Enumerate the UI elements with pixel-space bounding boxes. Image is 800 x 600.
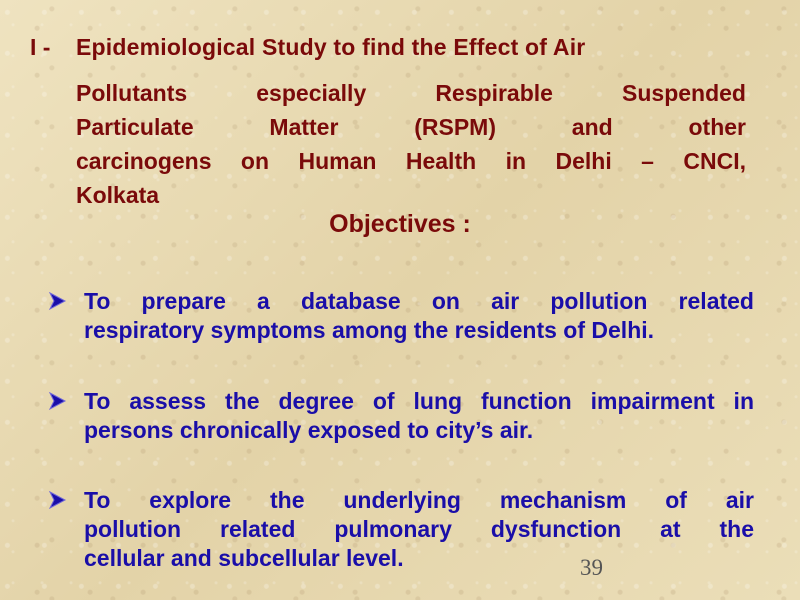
objective-text-1 bbox=[84, 287, 754, 345]
objective-3-line-1: To explore the underlying mechanism of air bbox=[84, 487, 754, 513]
objective-2-line-1: To assess the degree of lung function impairment in bbox=[84, 388, 754, 414]
heading-line-2: Pollutants especially Respirable Suspended bbox=[76, 80, 746, 106]
objective-3-line-3: cellular and subcellular level. bbox=[84, 545, 404, 571]
arrowhead-bullet-icon bbox=[46, 489, 68, 511]
objective-2-line-2: persons chronically exposed to city’s air. bbox=[84, 417, 534, 443]
heading-line-1: Epidemiological Study to find the Effect of Air bbox=[76, 34, 586, 60]
objectives-title: Objectives : bbox=[329, 210, 471, 238]
heading-number: I - bbox=[30, 34, 51, 60]
heading-line-4: carcinogens on Human Health in Delhi – CNCI, bbox=[76, 148, 746, 174]
page-number: 39 bbox=[580, 555, 603, 580]
objective-text-3 bbox=[84, 486, 754, 573]
heading-line-5: Kolkata bbox=[76, 182, 160, 208]
heading-line-3: Particulate Matter (RSPM) and other bbox=[76, 114, 746, 140]
heading-continuation bbox=[76, 76, 746, 212]
objective-1-line-1: To prepare a database on air pollution related bbox=[84, 288, 754, 314]
objective-3-line-2: pollution related pulmonary dysfunction at the bbox=[84, 516, 754, 542]
objective-1-line-2: respiratory symptoms among the residents of Delhi. bbox=[84, 317, 655, 343]
arrowhead-bullet-icon bbox=[46, 290, 68, 312]
arrowhead-bullet-icon bbox=[46, 390, 68, 412]
objective-text-2 bbox=[84, 387, 754, 445]
